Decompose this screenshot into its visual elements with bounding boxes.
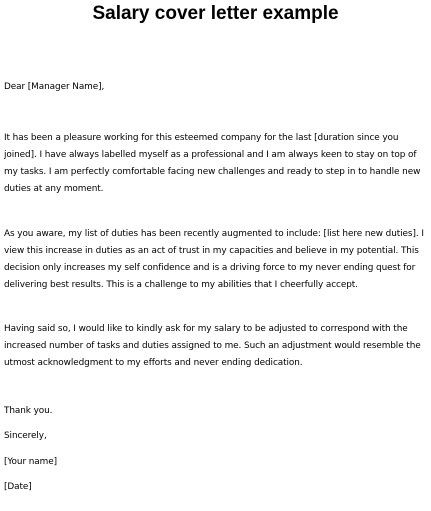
signature-name xyxy=(4,454,428,471)
closing-text: Sincerely, xyxy=(4,431,47,441)
paragraph-2-line: view this increase in duties as an act of trust in my capacities and believe in my potential. This xyxy=(4,246,419,256)
paragraph-3 xyxy=(4,321,428,372)
name-placeholder-text: [Your name] xyxy=(4,457,57,467)
paragraph-2-line: decision only increases my self confidence and is a driving force to my never ending quest for xyxy=(4,263,416,273)
thanks-line xyxy=(4,403,428,420)
paragraph-2 xyxy=(4,226,428,294)
date-placeholder-text: [Date] xyxy=(4,482,32,492)
paragraph-1-line: It has been a pleasure working for this esteemed company for the last [duration since you xyxy=(4,133,399,143)
salutation-text: Dear [Manager Name], xyxy=(4,82,105,92)
closing-line xyxy=(4,428,428,445)
paragraph-2-line: delivering best results. This is a challenge to my abilities that I cheerfully accept. xyxy=(4,280,358,290)
paragraph-2-line: As you aware, my list of duties has been recently augmented to include: [list here new duties]. I xyxy=(4,229,424,239)
paragraph-1-line: joined]. I have always labelled myself as a professional and I am always keen to stay on top of xyxy=(4,150,417,160)
paragraph-3-line: Having said so, I would like to kindly ask for my salary to be adjusted to correspond with the xyxy=(4,324,408,334)
paragraph-3-line: increased number of tasks and duties assigned to me. Such an adjustment would resemble the xyxy=(4,341,421,351)
paragraph-3-line: utmost acknowledgment to my efforts and never ending dedication. xyxy=(4,358,303,368)
paragraph-1 xyxy=(4,130,428,198)
paragraph-1-line: my tasks. I am perfectly comfortable facing new challenges and ready to step in to handle new xyxy=(4,167,421,177)
paragraph-1-line: duties at any moment. xyxy=(4,184,104,194)
signature-date xyxy=(4,479,428,496)
thanks-text: Thank you. xyxy=(4,406,53,416)
page-title: Salary cover letter example xyxy=(92,3,339,24)
salutation xyxy=(4,79,428,96)
